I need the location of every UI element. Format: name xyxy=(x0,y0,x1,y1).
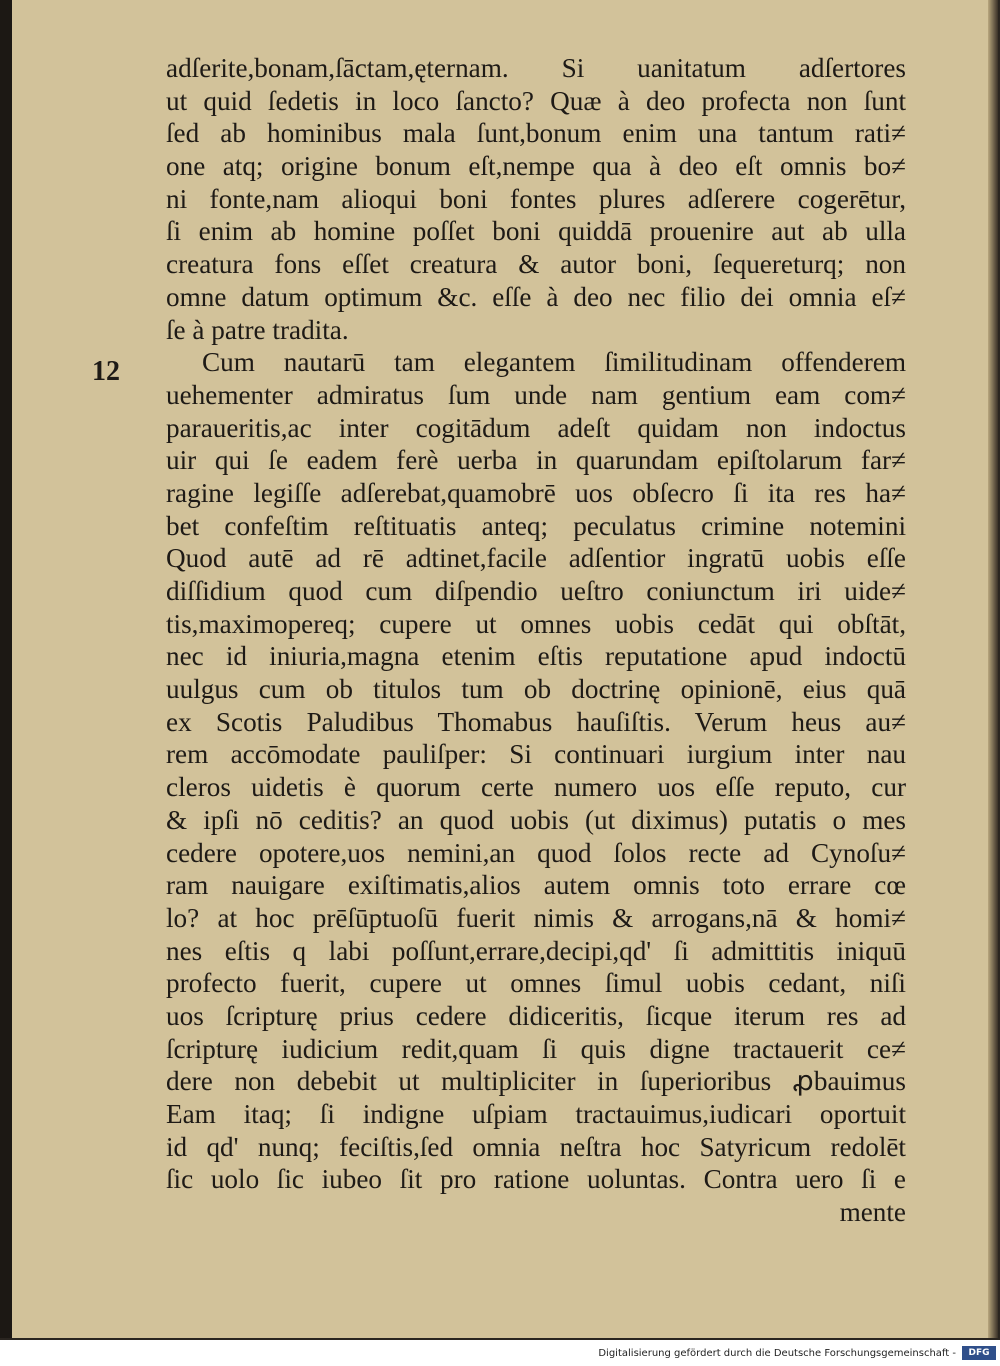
text-line: ſic uolo ſic iubeo ſit pro ratione uoluntas. Contra uero ſi e xyxy=(166,1164,906,1195)
text-line: ſi enim ab homine poſſet boni quiddā prouenire aut ab ulla xyxy=(166,216,906,247)
text-line: uulgus cum ob titulos tum ob doctrinę opinionē, eius quā xyxy=(166,674,906,705)
text-line: omne datum optimum &c. eſſe à deo nec filio dei omnia eſ≠ xyxy=(166,281,906,312)
text-line: ex Scotis Paludibus Thomabus hauſiſtis. Verum heus au≠ xyxy=(166,706,906,737)
text-line: one atq; origine bonum eſt,nempe qua à deo eſt omnis bo≠ xyxy=(166,151,906,182)
text-line: cleros uidetis è quorum certe numero uos eſſe reputo, cur xyxy=(166,772,906,803)
text-line: rem accōmodate pauliſper: Si continuari iurgium inter nau xyxy=(166,739,906,770)
text-line: uos ſcripturę prius cedere didiceritis, ſicque iterum res ad xyxy=(166,1000,906,1031)
text-line: profecto fuerit, cupere ut omnes ſimul uobis cedant, niſi xyxy=(166,968,906,999)
funding-notice: Digitalisierung gefördert durch die Deutsche Forschungsgemeinschaft - xyxy=(598,1348,956,1359)
text-line: uehementer admiratus ſum unde nam gentium eam com≠ xyxy=(166,379,906,410)
text-line: ut quid ſedetis in loco ſancto? Quæ à deo profecta non ſunt xyxy=(166,85,906,116)
dfg-logo: DFG xyxy=(962,1346,996,1360)
text-line: & ipſi nō ceditis? an quod uobis (ut diximus) putatis o mes xyxy=(166,804,906,835)
text-line: id qd' nunq; feciſtis,ſed omnia neſtra hoc Satyricum redolēt xyxy=(166,1131,906,1162)
text-line: ſcripturę iudicium redit,quam ſi quis digne tractauerit ce≠ xyxy=(166,1033,906,1064)
text-line: tis,maximopereq; cupere ut omnes uobis cedāt qui obſtāt, xyxy=(166,608,906,639)
text-line: Quod autē ad rē adtinet,facile adſentior ingratū uobis eſſe xyxy=(166,543,906,574)
text-line: uir qui ſe eadem ferè uerba in quarundam epiſtolarum far≠ xyxy=(166,445,906,476)
text-line: ram nauigare exiſtimatis,alios autem omnis toto errare cœ xyxy=(166,870,906,901)
text-line: lo? at hoc prēſūptuoſū fuerit nimis & arrogans,nā & homi≠ xyxy=(166,902,906,933)
text-line: nec id iniuria,magna etenim eſtis reputatione apud indoctū xyxy=(166,641,906,672)
page-binding-edge xyxy=(0,0,12,1338)
text-line: dere non debebit ut multipliciter in ſuperioribus ꝓbauimus xyxy=(166,1066,906,1097)
text-line: creatura fons eſſet creatura & autor boni, ſequereturq; non xyxy=(166,249,906,280)
text-line: bet confeſtim reſtituatis anteq; peculatus crimine notemini xyxy=(166,510,906,541)
catchword: mente xyxy=(839,1197,906,1228)
text-line: ni fonte,nam alioqui boni fontes plures adſerere cogerētur, xyxy=(166,183,906,214)
text-line: nes eſtis q labi poſſunt,errare,decipi,qd' ſi admittitis iniquū xyxy=(166,935,906,966)
margin-number: 12 xyxy=(92,356,120,387)
text-line: cedere opotere,uos nemini,an quod ſolos recte ad Cynoſu≠ xyxy=(166,837,906,868)
text-line: Eam itaq; ſi indigne uſpiam tractauimus,iudicari oportuit xyxy=(166,1099,906,1129)
paragraph-start-line: Cum nautarū tam elegantem ſimilitudinam offenderem xyxy=(202,347,906,378)
page-right-edge xyxy=(988,0,998,1338)
text-line: ragine legiſſe adſerebat,quamobrē uos obſecro ſi ita res ha≠ xyxy=(166,477,906,508)
body-text xyxy=(166,52,906,1229)
text-line: diſſidium quod cum diſpendio ueſtro coniunctum iri uide≠ xyxy=(166,576,906,606)
text-line: ſed ab hominibus mala ſunt,bonum enim una tantum rati≠ xyxy=(166,118,906,149)
text-line: paraueritis,ac inter cogitādum adeſt quidam non indoctus xyxy=(166,412,906,443)
text-line: ſe à patre tradita. xyxy=(166,314,349,345)
text-line: adſerite,bonam,ſāctam,ęternam. Si uanitatum adſertores xyxy=(166,53,906,83)
